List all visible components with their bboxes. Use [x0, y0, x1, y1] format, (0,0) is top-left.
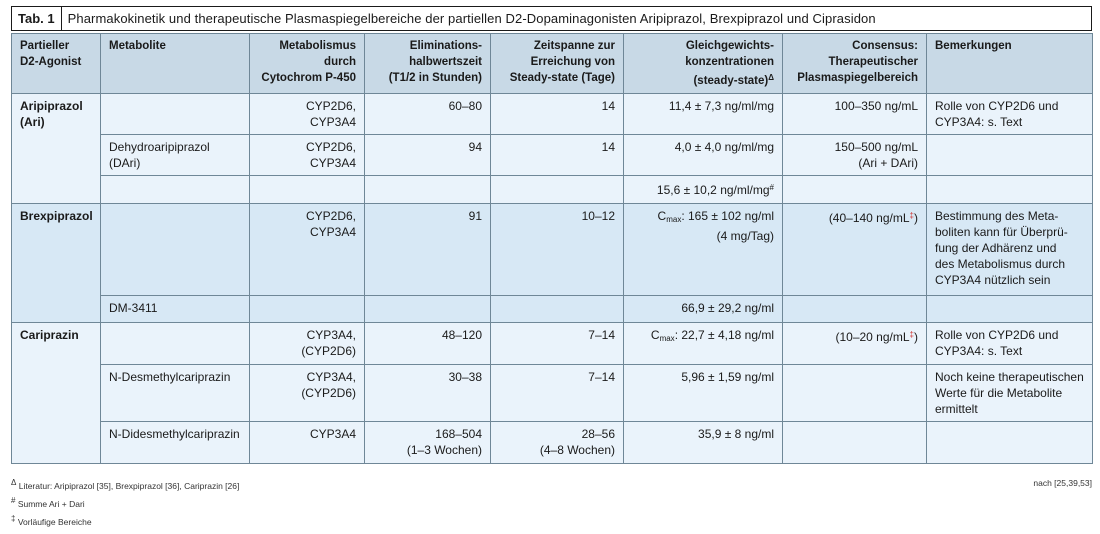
metabolism-cell: CYP2D6, CYP3A4 — [250, 204, 365, 296]
metabolism-cell — [250, 296, 365, 323]
table-row — [12, 135, 1093, 176]
steady-state-time-cell: 10–12 — [491, 204, 624, 296]
steady-state-time-cell: 28–56 (4–8 Wochen) — [491, 422, 624, 464]
half-life-cell: 168–504 (1–3 Wochen) — [365, 422, 491, 464]
concentration-cell: 11,4 ± 7,3 ng/ml/mg — [624, 94, 783, 135]
header-metabolite: Metabolite — [101, 34, 250, 94]
concentration-cell: 15,6 ± 10,2 ng/ml/mg# — [624, 176, 783, 204]
remarks-cell — [927, 296, 1093, 323]
consensus-cell — [783, 422, 927, 464]
drug-name: Brexpiprazol — [12, 204, 101, 323]
remarks-cell: Rolle von CYP2D6 und CYP3A4: s. Text — [927, 94, 1093, 135]
table-row — [12, 365, 1093, 422]
header-agonist: Partieller D2-Agonist — [12, 34, 101, 94]
half-life-cell: 91 — [365, 204, 491, 296]
header-half-life: Eliminations- halbwertszeit (T1/2 in Stunden) — [365, 34, 491, 94]
metabolite-cell — [101, 94, 250, 135]
half-life-cell — [365, 296, 491, 323]
header-steady-state-time: Zeitspanne zur Erreichung von Steady-state (Tage) — [491, 34, 624, 94]
header-consensus: Consensus: Therapeutischer Plasmaspiegelbereich — [783, 34, 927, 94]
table-row — [12, 422, 1093, 464]
remarks-cell: Noch keine therapeutischen Werte für die Metabolite ermittelt — [927, 365, 1093, 422]
concentration-cell: $C_{max}$: 165 ± 102 ng/ml (4 mg/Tag) — [624, 204, 783, 296]
metabolism-cell: CYP2D6, CYP3A4 — [250, 135, 365, 176]
consensus-cell: (10–20 ng/mL‡) — [783, 323, 927, 365]
header-remarks: Bemerkungen — [927, 34, 1093, 94]
metabolite-cell: N-Didesmethylcariprazin — [101, 422, 250, 464]
header-metabolism: Metabolismus durch Cytochrom P-450 — [250, 34, 365, 94]
table-row — [12, 94, 1093, 135]
metabolism-cell: CYP2D6, CYP3A4 — [250, 94, 365, 135]
consensus-cell — [783, 296, 927, 323]
drug-name: Aripiprazol (Ari) — [12, 94, 101, 204]
metabolite-cell: DM-3411 — [101, 296, 250, 323]
footnote-literature: Δ Literatur: Aripiprazol [35], Brexpiprazol [36], Cariprazin [26] — [11, 478, 240, 491]
drug-name: Cariprazin — [12, 323, 101, 464]
steady-state-time-cell: 7–14 — [491, 323, 624, 365]
table-number: Tab. 1 — [12, 7, 62, 30]
group-cariprazin — [12, 323, 1093, 464]
header-concentration: Gleichgewichts- konzentrationen (steady-state)$^\Delta$ — [624, 34, 783, 94]
table-row — [12, 323, 1093, 365]
half-life-cell: 30–38 — [365, 365, 491, 422]
remarks-cell — [927, 422, 1093, 464]
half-life-cell: 94 — [365, 135, 491, 176]
half-life-cell: 60–80 — [365, 94, 491, 135]
concentration-cell: 35,9 ± 8 ng/ml — [624, 422, 783, 464]
remarks-cell — [927, 135, 1093, 176]
metabolite-cell — [101, 176, 250, 204]
table-row — [12, 296, 1093, 323]
remarks-cell: Rolle von CYP2D6 und CYP3A4: s. Text — [927, 323, 1093, 365]
pharmacokinetics-table — [11, 33, 1093, 464]
metabolism-cell: CYP3A4 — [250, 422, 365, 464]
header-row — [12, 34, 1093, 94]
source-note: nach [25,39,53] — [1033, 478, 1092, 488]
table-title-bar — [11, 6, 1092, 31]
steady-state-time-cell — [491, 296, 624, 323]
metabolism-cell: CYP3A4, (CYP2D6) — [250, 323, 365, 365]
steady-state-time-cell — [491, 176, 624, 204]
remarks-cell — [927, 176, 1093, 204]
metabolite-cell: N-Desmethylcariprazin — [101, 365, 250, 422]
steady-state-time-cell: 7–14 — [491, 365, 624, 422]
steady-state-time-cell: 14 — [491, 135, 624, 176]
metabolite-cell: Dehydroaripiprazol (DAri) — [101, 135, 250, 176]
consensus-cell: 150–500 ng/mL (Ari + DAri) — [783, 135, 927, 176]
consensus-cell — [783, 365, 927, 422]
consensus-cell: 100–350 ng/mL — [783, 94, 927, 135]
half-life-cell: 48–120 — [365, 323, 491, 365]
concentration-cell: $C_{max}$: 22,7 ± 4,18 ng/ml — [624, 323, 783, 365]
concentration-cell: 5,96 ± 1,59 ng/ml — [624, 365, 783, 422]
table-row — [12, 204, 1093, 296]
steady-state-time-cell: 14 — [491, 94, 624, 135]
table-title: Pharmakokinetik und therapeutische Plasmaspiegelbereiche der partiellen D2-Dopaminagonisten Aripiprazol, Brexpiprazol und Ciprasidon — [67, 11, 876, 26]
metabolism-cell — [250, 176, 365, 204]
half-life-cell — [365, 176, 491, 204]
table-row — [12, 176, 1093, 204]
group-aripiprazol — [12, 94, 1093, 204]
metabolism-cell: CYP3A4, (CYP2D6) — [250, 365, 365, 422]
footnote-sum: # Summe Ari + Dari — [11, 496, 85, 509]
consensus-cell — [783, 176, 927, 204]
concentration-cell: 66,9 ± 29,2 ng/ml — [624, 296, 783, 323]
group-brexpiprazol — [12, 204, 1093, 323]
metabolite-cell — [101, 323, 250, 365]
remarks-cell: Bestimmung des Meta- boliten kann für Überprü- fung der Adhärenz und des Metabolismus durch CYP3A4 nützlich sein — [927, 204, 1093, 296]
consensus-cell: (40–140 ng/mL‡) — [783, 204, 927, 296]
concentration-cell: 4,0 ± 4,0 ng/ml/mg — [624, 135, 783, 176]
metabolite-cell — [101, 204, 250, 296]
footnote-preliminary: ‡ Vorläufige Bereiche — [11, 514, 92, 527]
